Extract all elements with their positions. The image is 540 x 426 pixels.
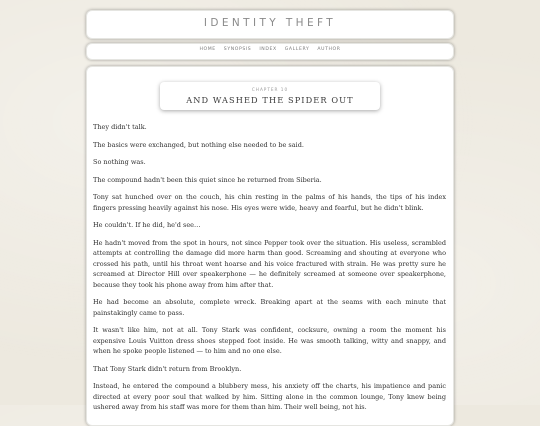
- story-paragraph: The compound hadn't been this quiet since he returned from Siberia.: [93, 175, 322, 184]
- story-content: [86, 66, 454, 426]
- chapter-number: CHAPTER 10: [251, 87, 289, 92]
- navigation-bar: [86, 43, 454, 60]
- nav-item-synopsis[interactable]: SYNOPSIS: [223, 47, 252, 52]
- story-paragraph: Tony sat hunched over on the couch, his chin resting in the palms of his hands, the tips of his index fingers pressing heavily against his nose. His eyes were wide, heavy and fearful, but he didn't blink.: [93, 193, 446, 212]
- nav-item-gallery[interactable]: GALLERY: [284, 47, 310, 52]
- site-header: [86, 10, 454, 39]
- site-title[interactable]: IDENTITY THEFT: [203, 17, 337, 29]
- story-paragraph: That Tony Stark didn't return from Brooklyn.: [93, 364, 242, 373]
- story-paragraph: Instead, he entered the compound a blubbery mess, his anxiety off the charts, his impatience and panic directed at every poor soul that walked by him. Sitting alone in the common lounge, Tony knew being ushered away from his staff was more for them than him. Their well being, not his.: [93, 382, 446, 411]
- story-paragraph: The basics were exchanged, but nothing else needed to be said.: [93, 140, 304, 149]
- story-paragraph: He hadn't moved from the spot in hours, not since Pepper took over the situation. His useless, scrambled attempts at controlling the damage did more harm than good. Screaming and shouting at everyone who crossed his path, until his throat went hoarse and his voice fractured with strain. He was pretty sure he screamed at Director Hill over speakerphone — he definitely screamed at someone over speakerphone, because they took his phone away from him after that.: [93, 238, 446, 289]
- nav-item-home[interactable]: HOME: [199, 47, 216, 52]
- story-paragraph: It wasn't like him, not at all. Tony Stark was confident, cocksure, owning a room the moment his expensive Louis Vuitton dress shoes stepped foot inside. He was smooth talking, witty and snappy, and when he spoke people listened — to him and no one else.: [93, 326, 446, 355]
- chapter-title: AND WASHED THE SPIDER OUT: [186, 95, 354, 105]
- nav-item-index[interactable]: INDEX: [259, 47, 277, 52]
- story-paragraph: So nothing was.: [93, 158, 146, 166]
- nav-menu: [86, 47, 454, 52]
- chapter-heading: [160, 82, 380, 110]
- nav-item-author[interactable]: AUTHOR: [317, 47, 341, 52]
- story-text: [93, 122, 446, 420]
- story-paragraph: They didn't talk.: [93, 123, 147, 131]
- story-paragraph: He had become an absolute, complete wreck. Breaking apart at the seams with each minute that painstakingly came to pass.: [93, 298, 446, 317]
- story-paragraph: He couldn't. If he did, he'd see…: [93, 221, 201, 229]
